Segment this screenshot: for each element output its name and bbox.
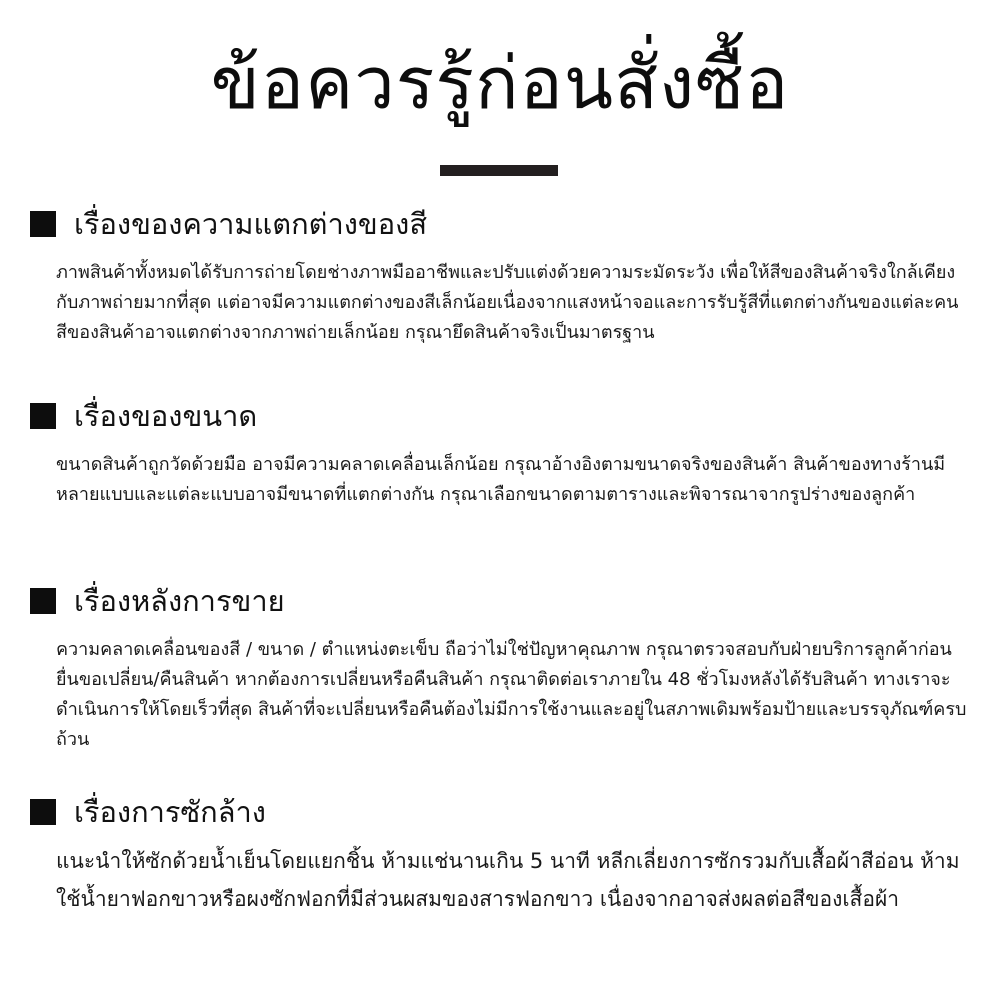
section-heading-text: เรื่องการซักล้าง	[74, 795, 266, 829]
section-heading-text: เรื่องของขนาด	[74, 399, 258, 433]
section-heading-text: เรื่องหลังการขาย	[74, 584, 285, 618]
title-divider	[440, 165, 558, 176]
section-heading-text: เรื่องของความแตกต่างของสี	[74, 207, 428, 241]
section-body-text: ความคลาดเคลื่อนของสี / ขนาด / ตำแหน่งตะเข็บ ถือว่าไม่ใช่ปัญหาคุณภาพ กรุณาตรวจสอบกับฝ่ายบริการลูกค้าก่อนยื่นขอเปลี่ยน/คืนสินค้า หากต้องการเปลี่ยนหรือคืนสินค้า กรุณาติดต่อเราภายใน 48 ชั่วโมงหลังได้รับสินค้า ทางเราจะดำเนินการให้โดยเร็วที่สุด สินค้าที่จะเปลี่ยนหรือคืนต้องไม่มีการใช้งานและอยู่ในสภาพเดิมพร้อมป้ายและบรรจุภัณฑ์ครบถ้วน	[56, 639, 967, 750]
square-bullet-icon	[30, 799, 56, 825]
section-body-text: แนะนำให้ซักด้วยน้ำเย็นโดยแยกชิ้น ห้ามแช่นานเกิน 5 นาที หลีกเลี่ยงการซักรวมกับเสื้อผ้าสีอ่อน ห้ามใช้น้ำยาฟอกขาวหรือผงซักฟอกที่มีส่วนผสมของสารฟอกขาว เนื่องจากอาจส่งผลต่อสีของเสื้อผ้า	[56, 849, 960, 911]
section-body-text: ขนาดสินค้าถูกวัดด้วยมือ อาจมีความคลาดเคลื่อนเล็กน้อย กรุณาอ้างอิงตามขนาดจริงของสินค้า สินค้าของทางร้านมีหลายแบบและแต่ละแบบอาจมีขนาดที่แตกต่างกัน กรุณาเลือกขนาดตามตารางและพิจารณาจากรูปร่างของลูกค้า	[56, 454, 946, 505]
square-bullet-icon	[30, 211, 56, 237]
square-bullet-icon	[30, 403, 56, 429]
section-body-text: ภาพสินค้าทั้งหมดได้รับการถ่ายโดยช่างภาพมืออาชีพและปรับแต่งด้วยความระมัดระวัง เพื่อให้สีของสินค้าจริงใกล้เคียงกับภาพถ่ายมากที่สุด แต่อาจมีความแตกต่างของสีเล็กน้อยเนื่องจากแสงหน้าจอและการรับรู้สีที่แตกต่างกันของแต่ละคน สีของสินค้าอาจแตกต่างจากภาพถ่ายเล็กน้อย กรุณายึดสินค้าจริงเป็นมาตรฐาน	[56, 262, 959, 343]
section-heading	[30, 792, 266, 832]
section-heading	[30, 204, 427, 244]
square-bullet-icon	[30, 588, 56, 614]
page-title: ข้อควรรู้ก่อนสั่งซื้อ	[210, 41, 790, 125]
section-heading	[30, 581, 285, 621]
section-heading	[30, 396, 257, 436]
